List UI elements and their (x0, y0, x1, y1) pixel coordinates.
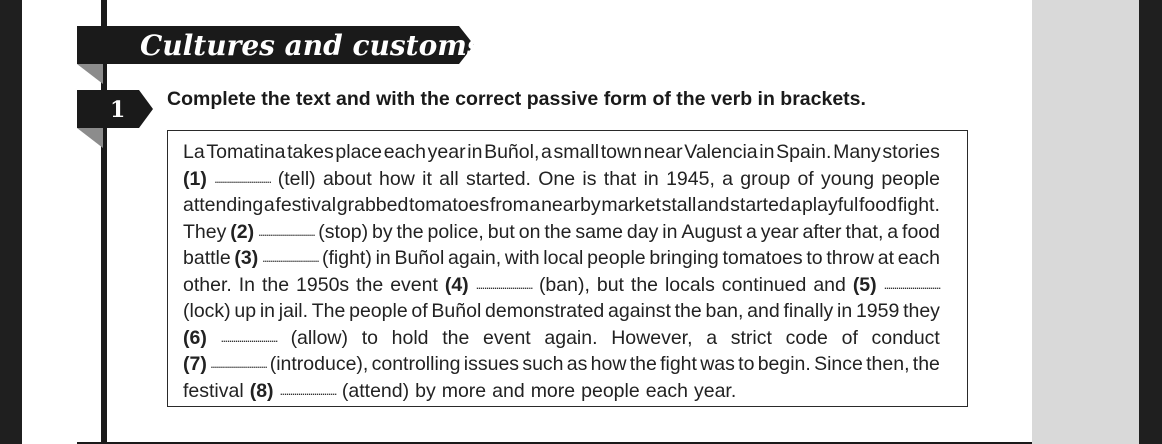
passage-word: place (335, 141, 383, 163)
passage-word: La (183, 141, 205, 163)
passage-word: Buñol, (484, 141, 540, 163)
passage-word: ban, (705, 300, 744, 322)
passage-word: Buñol (431, 300, 482, 322)
passage-word: fight (660, 353, 697, 375)
passage-word: again, (448, 247, 502, 269)
passage-word: Since (814, 353, 863, 375)
answer-blank: ............................ (257, 223, 315, 239)
passage-line (183, 272, 940, 299)
passage-word: to (806, 247, 823, 269)
passage-word: a (745, 220, 757, 243)
passage-word: (allow) (290, 326, 348, 349)
passage-word: at (877, 247, 894, 269)
passage-word: However, (611, 326, 693, 349)
passage-word: of (841, 326, 858, 349)
passage-word: Valencia (684, 141, 758, 163)
passage-word: up (234, 300, 257, 322)
passage-word: (fight) (322, 247, 372, 269)
exercise-instruction: Complete the text and with the correct passive form of the verb in brackets. (167, 88, 866, 110)
passage-word: the (396, 220, 424, 243)
passage-word: day (626, 220, 659, 243)
passage-word: takes (287, 141, 334, 163)
passage-word: was (700, 353, 735, 375)
passage-word: from (489, 194, 529, 216)
answer-blank: ............................ (210, 356, 267, 371)
passage-word: started (730, 194, 790, 216)
passage-word: (attend) (341, 379, 410, 402)
passage-word: but (596, 273, 624, 296)
passage-word: fight. (897, 194, 940, 216)
passage-word: in (375, 247, 391, 269)
passage-word: but (487, 220, 515, 243)
passage-word: food (902, 220, 940, 243)
passage-word: code (785, 326, 828, 349)
passage-line (183, 351, 940, 378)
passage-word: a (263, 194, 275, 216)
passage-word: it (422, 167, 432, 190)
passage-word: near (643, 141, 683, 163)
passage-word: (stop) (318, 220, 369, 243)
passage-word: a (541, 141, 552, 163)
passage-word: the (442, 326, 470, 349)
passage-word: people (881, 167, 940, 190)
passage-word: playful (801, 194, 859, 216)
passage-word: event (390, 273, 438, 296)
passage-word: that, (845, 220, 884, 243)
gap-number: (4) (444, 273, 469, 296)
passage-word: One (538, 167, 576, 190)
passage-line (183, 325, 940, 352)
passage-word: people (349, 300, 408, 322)
passage-word: the (674, 300, 702, 322)
gap-number: (8) (249, 379, 274, 402)
passage-word: in (259, 300, 276, 322)
passage-word: (ban), (538, 273, 590, 296)
passage-word: of (797, 167, 814, 190)
passage-word: same (575, 220, 624, 243)
answer-blank: ............................ (883, 276, 940, 292)
passage-word: attending (183, 194, 264, 216)
passage-word: in (643, 167, 659, 190)
passage-word: people (587, 247, 646, 269)
passage-line (183, 245, 940, 272)
passage-word: 1959 (855, 300, 900, 322)
passage-word: a (887, 220, 899, 243)
passage-word: after (802, 220, 842, 243)
passage-word: Tomatina (206, 141, 286, 163)
passage-line (183, 192, 940, 219)
answer-blank: ............................ (220, 329, 277, 345)
passage-word: locals (664, 273, 715, 296)
passage-word: 1945, (666, 167, 715, 190)
passage-word: and (813, 273, 846, 296)
passage-word: on (518, 220, 541, 243)
passage-text (183, 139, 940, 404)
passage-word: that (603, 167, 637, 190)
passage-word: started. (465, 167, 531, 190)
passage-word: in (759, 141, 775, 163)
passage-word: conduct (871, 326, 940, 349)
passage-word: bringing (649, 247, 719, 269)
passage-line (183, 139, 940, 166)
passage-line (183, 378, 940, 405)
exercise-number: 1 (110, 97, 126, 123)
passage-word: other. (183, 273, 232, 296)
gap-number: (1) (183, 167, 207, 190)
passage-word: event (483, 326, 531, 349)
gap-number: (2) (230, 220, 255, 243)
answer-blank: ............................ (475, 276, 532, 292)
passage-word: market (601, 194, 661, 216)
passage-word: more (441, 379, 487, 402)
passage-word: year (760, 220, 799, 243)
passage-word: (lock) (183, 300, 231, 322)
passage-word: and (492, 379, 525, 402)
passage-word: Many (833, 141, 881, 163)
passage-word: 1950s (296, 273, 350, 296)
passage-word: to (361, 326, 378, 349)
passage-word: controlling (371, 353, 461, 375)
passage-word: is (582, 167, 597, 190)
passage-word: and (747, 300, 780, 322)
passage-word: Spain. (776, 141, 832, 163)
passage-word: stories (882, 141, 940, 163)
passage-word: the (544, 220, 572, 243)
gap-number: (6) (183, 326, 207, 349)
passage-word: such (522, 353, 564, 375)
passage-word: more (530, 379, 576, 402)
passage-word: the (356, 273, 384, 296)
passage-word: as (566, 353, 588, 375)
passage-word: demonstrated (485, 300, 605, 322)
passage-word: and (696, 194, 730, 216)
section-title: Cultures and customs (140, 29, 483, 62)
answer-blank: ............................ (279, 382, 336, 398)
passage-word: They (183, 220, 227, 243)
passage-word: the (630, 273, 659, 296)
answer-blank: ............................ (214, 170, 271, 186)
passage-word: tomatoes (722, 247, 803, 269)
passage-word: local (543, 247, 584, 269)
passage-word: group (740, 167, 791, 190)
passage-word: each (897, 247, 940, 269)
passage-word: the (912, 353, 940, 375)
passage-word: strict (730, 326, 772, 349)
passage-word: they (903, 300, 940, 322)
passage-word: how (379, 167, 415, 190)
passage-word: nearby (541, 194, 601, 216)
passage-word: (tell) (277, 167, 316, 190)
passage-word: each (645, 379, 688, 402)
passage-word: about (322, 167, 372, 190)
passage-word: of (411, 300, 428, 322)
passage-word: the (261, 273, 290, 296)
passage-word: grabbed (336, 194, 409, 216)
passage-word: town (600, 141, 642, 163)
passage-word: August (681, 220, 743, 243)
passage-word: begin. (757, 353, 811, 375)
passage-word: continued (721, 273, 807, 296)
passage-word: by (415, 379, 436, 402)
passage-line (183, 219, 940, 246)
gap-number: (7) (183, 353, 207, 375)
passage-word: a (790, 194, 802, 216)
gap-number: (5) (852, 273, 877, 296)
passage-word: food (858, 194, 897, 216)
passage-word: a (706, 326, 718, 349)
passage-word: people (581, 379, 640, 402)
passage-word: in (662, 220, 678, 243)
passage-word: a (529, 194, 541, 216)
right-margin (1032, 0, 1139, 444)
passage-word: finally (783, 300, 834, 322)
gap-number: (3) (234, 247, 259, 269)
passage-word: (introduce), (269, 353, 369, 375)
passage-word: tomatoes (409, 194, 490, 216)
passage-word: then, (866, 353, 910, 375)
passage-word: festival (183, 379, 244, 402)
passage-word: against (608, 300, 671, 322)
passage-word: festival (275, 194, 337, 216)
passage-word: the (629, 353, 657, 375)
passage-word: in (467, 141, 483, 163)
passage-word: how (590, 353, 627, 375)
passage-word: hold (391, 326, 429, 349)
passage-word: again. (544, 326, 598, 349)
passage-word: each (383, 141, 426, 163)
answer-blank: ............................ (261, 250, 319, 265)
passage-line (183, 166, 940, 193)
passage-word: with (504, 247, 540, 269)
passage-word: to (738, 353, 755, 375)
passage-word: police, (427, 220, 484, 243)
passage-word: The (311, 300, 346, 322)
passage-word: a (722, 167, 734, 190)
passage-word: stall (661, 194, 697, 216)
passage-word: jail. (278, 300, 309, 322)
passage-word: battle (183, 247, 231, 269)
passage-word: all (439, 167, 459, 190)
passage-word: by (371, 220, 393, 243)
passage-line (183, 298, 940, 325)
passage-word: throw (826, 247, 875, 269)
passage-word: In (238, 273, 256, 296)
passage-word: in (837, 300, 853, 322)
passage-word: Buñol (394, 247, 445, 269)
passage-word: year (427, 141, 466, 163)
passage-word: young (821, 167, 875, 190)
passage-word: small (553, 141, 600, 163)
passage-word: year. (693, 379, 737, 402)
passage-word: issues (463, 353, 520, 375)
